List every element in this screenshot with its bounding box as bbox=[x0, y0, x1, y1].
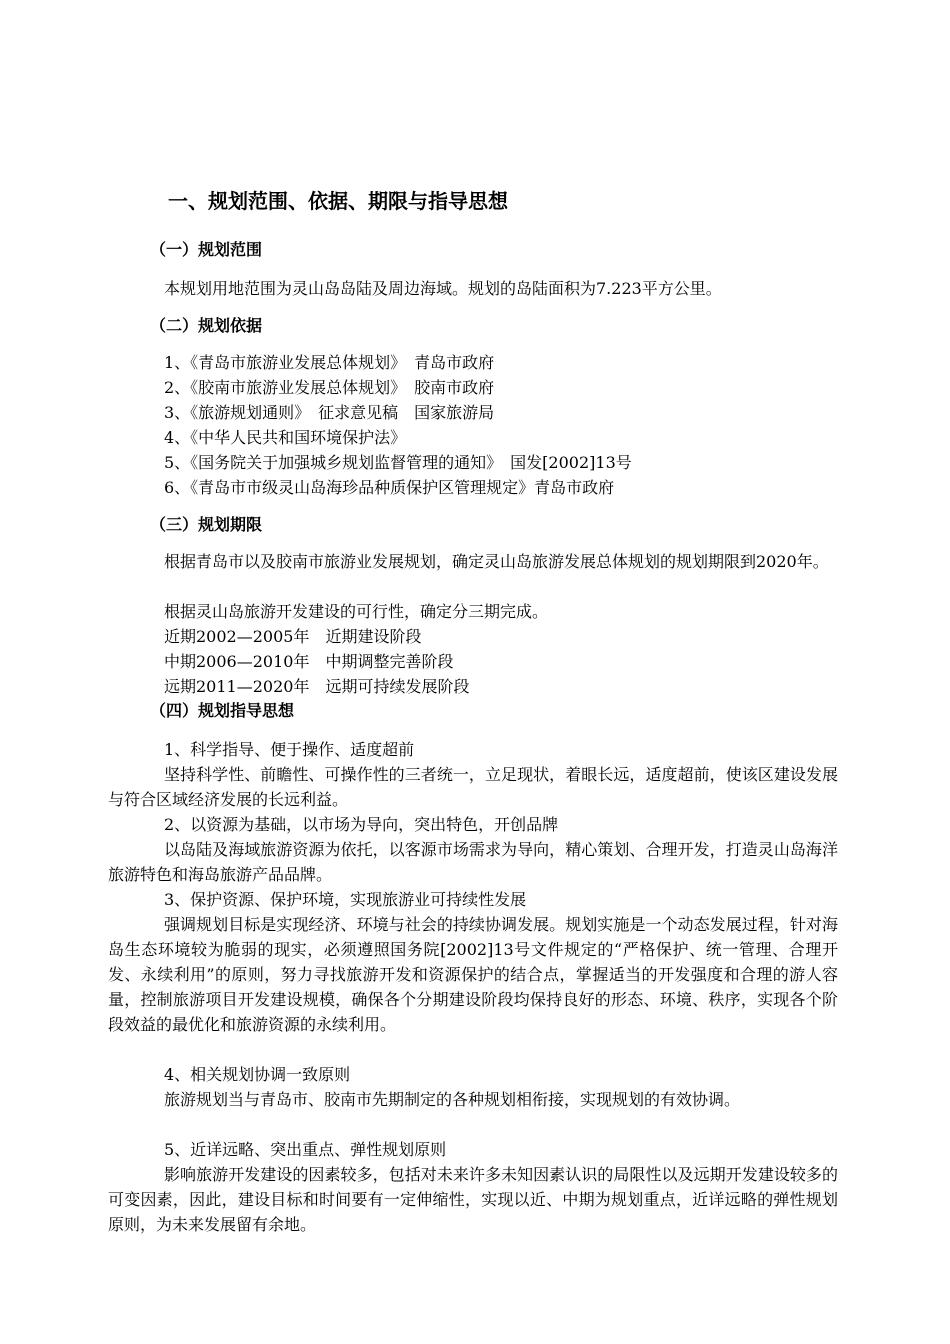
period-paragraph: 根据青岛市以及胶南市旅游业发展规划，确定灵山岛旅游发展总体规划的规划期限到2020年。 bbox=[164, 552, 829, 571]
principle-title: 5、近详远略、突出重点、弹性规划原则 bbox=[164, 1140, 447, 1159]
principle-title: 4、相关规划协调一致原则 bbox=[164, 1065, 351, 1084]
basis-item: 2、《胶南市旅游业发展总体规划》 胶南市政府 bbox=[164, 378, 495, 397]
principle-title: 1、科学指导、便于操作、适度超前 bbox=[164, 740, 415, 759]
section-heading-guiding: （四）规划指导思想 bbox=[150, 701, 295, 720]
basis-item: 5、《国务院关于加强城乡规划监督管理的通知》 国发[2002]13号 bbox=[164, 453, 632, 472]
phase-item: 远期2011—2020年 远期可持续发展阶段 bbox=[164, 677, 470, 696]
section-heading-basis: （二）规划依据 bbox=[150, 316, 263, 335]
phase-item: 中期2006—2010年 中期调整完善阶段 bbox=[164, 652, 454, 671]
basis-item: 1、《青岛市旅游业发展总体规划》 青岛市政府 bbox=[164, 353, 495, 372]
page-title: 一、规划范围、依据、期限与指导思想 bbox=[168, 189, 508, 213]
period-paragraph: 根据灵山岛旅游开发建设的可行性，确定分三期完成。 bbox=[164, 602, 549, 621]
principle-title: 2、以资源为基础，以市场为导向，突出特色，开创品牌 bbox=[164, 815, 559, 834]
scope-text: 本规划用地范围为灵山岛岛陆及周边海域。规划的岛陆面积为7.223平方公里。 bbox=[164, 279, 722, 298]
phase-item: 近期2002—2005年 近期建设阶段 bbox=[164, 627, 422, 646]
section-heading-period: （三）规划期限 bbox=[150, 515, 263, 534]
basis-item: 3、《旅游规划通则》 征求意见稿 国家旅游局 bbox=[164, 403, 495, 422]
principle-text: 强调规划目标是实现经济、环境与社会的持续协调发展。规划实施是一个动态发展过程，针对海岛生态环境较为脆弱的现实，必须遵照国务院[2002]13号文件规定的“严格保护、统一管理、合理开发、永续利用”的原则，努力寻找旅游开发和资源保护的结合点，掌握适当的开发强度和合理的游人容量，控制旅游项目开发建设规模，确保各个分期建设阶段均保持良好的形态、环境、秩序，实现各个阶段效益的最优化和旅游资源的永续利用。 bbox=[108, 915, 838, 1034]
principle-text: 以岛陆及海域旅游资源为依托，以客源市场需求为导向，精心策划、合理开发，打造灵山岛海洋旅游特色和海岛旅游产品品牌。 bbox=[108, 840, 838, 884]
principle-title: 3、保护资源、保护环境，实现旅游业可持续性发展 bbox=[164, 890, 527, 909]
principle-text: 坚持科学性、前瞻性、可操作性的三者统一，立足现状，着眼长远，适度超前，使该区建设发展与符合区域经济发展的长远利益。 bbox=[108, 765, 838, 809]
principle-text: 旅游规划当与青岛市、胶南市先期制定的各种规划相衔接，实现规划的有效协调。 bbox=[164, 1090, 741, 1109]
basis-item: 6、《青岛市市级灵山岛海珍品种质保护区管理规定》青岛市政府 bbox=[164, 478, 615, 497]
section-heading-scope: （一）规划范围 bbox=[150, 240, 263, 259]
basis-item: 4、《中华人民共和国环境保护法》 bbox=[164, 428, 407, 447]
principle-text: 影响旅游开发建设的因素较多，包括对未来许多未知因素认识的局限性以及远期开发建设较多的可变因素，因此，建设目标和时间要有一定伸缩性，实现以近、中期为规划重点，近详远略的弹性规划原则，为未来发展留有余地。 bbox=[108, 1165, 838, 1234]
